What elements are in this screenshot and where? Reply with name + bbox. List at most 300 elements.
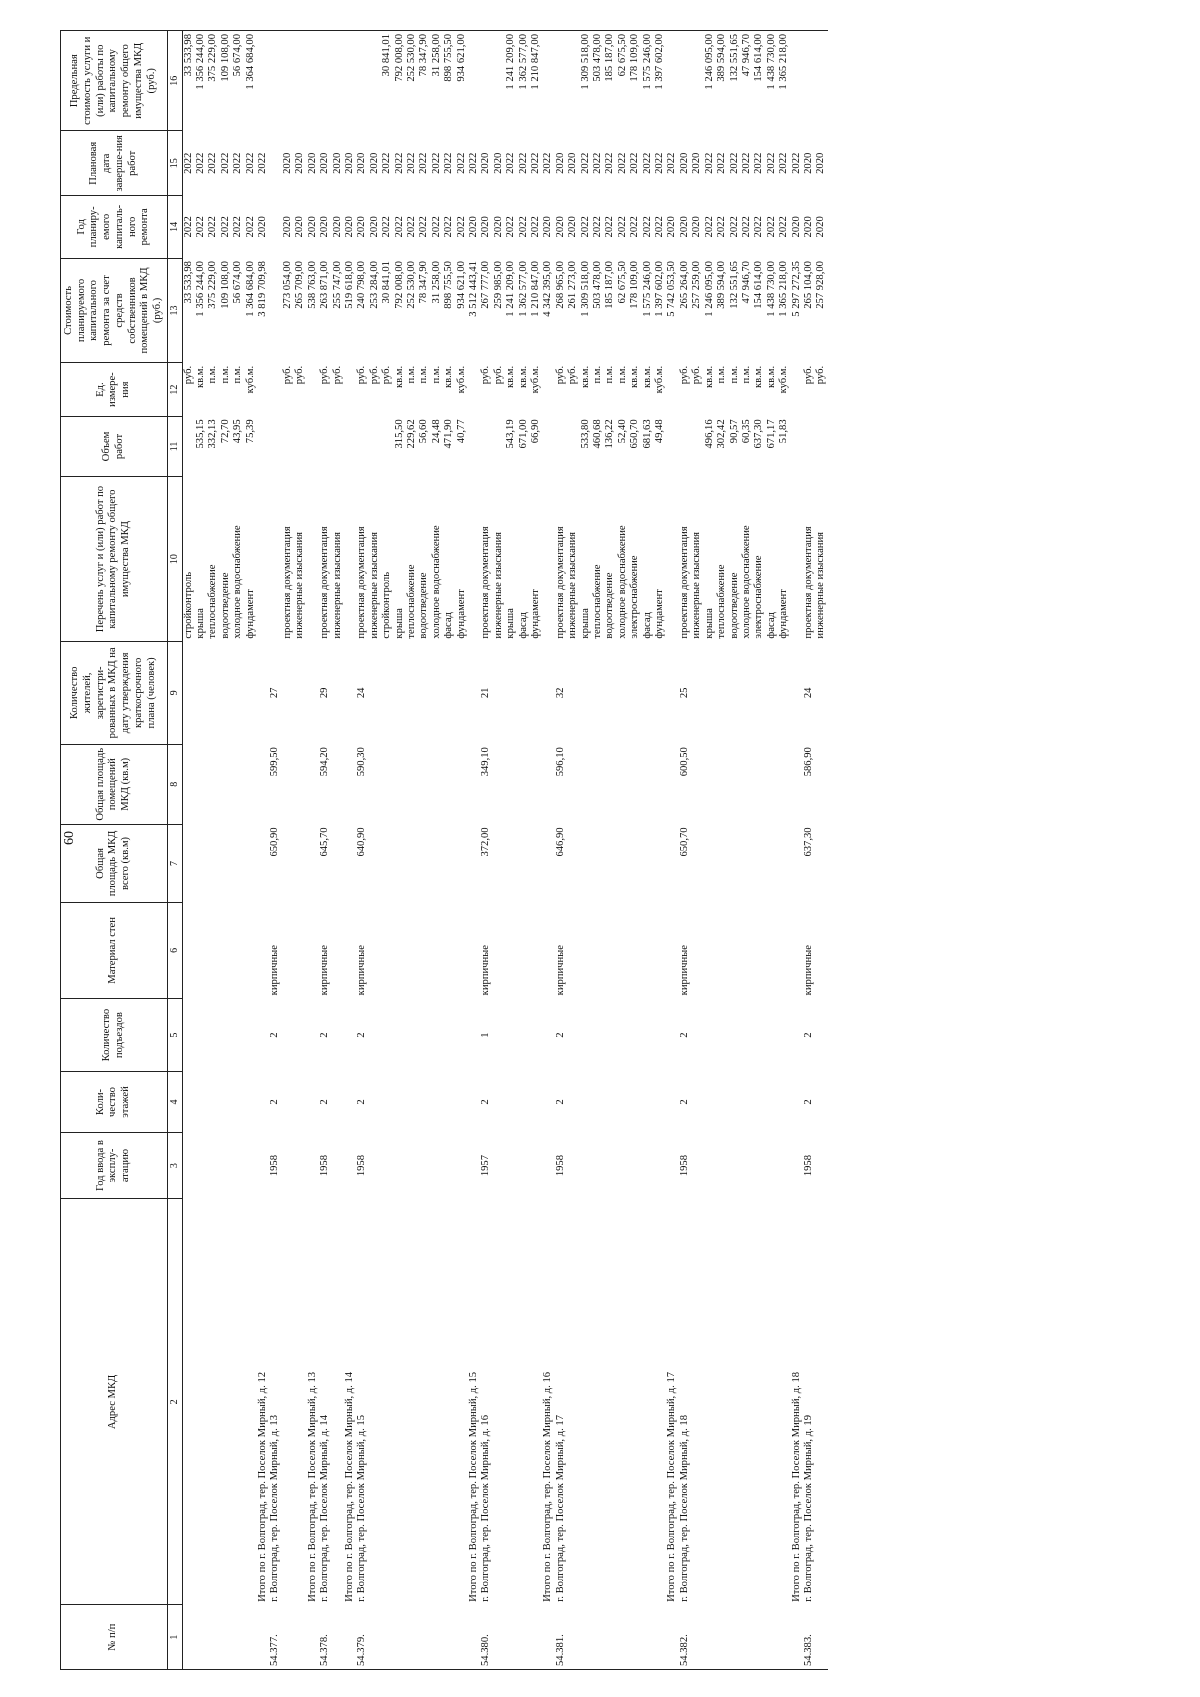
table-cell [232, 1199, 244, 1605]
table-row [580, 31, 592, 1670]
table-cell [666, 642, 678, 745]
table-cell: руб. [492, 365, 504, 385]
table-cell: 535,15 [195, 419, 207, 449]
table-cell [518, 824, 530, 902]
table-cell: 2020 [815, 152, 827, 174]
table-cell [580, 824, 592, 902]
table-cell: кирпичные [269, 945, 281, 996]
table-cell [729, 744, 741, 824]
table-cell [282, 1132, 294, 1199]
table-cell [530, 642, 542, 745]
table-cell: 2022 [195, 216, 207, 238]
table-cell [307, 1072, 319, 1132]
table-cell [666, 1605, 678, 1670]
table-cell [257, 902, 269, 998]
table-cell [182, 1072, 195, 1132]
table-cell [220, 642, 232, 745]
table-cell: инженерные изыскания [492, 531, 504, 639]
table-cell: 2020 [306, 152, 318, 174]
table-row [232, 31, 244, 1670]
table-cell: 54.377. [269, 1605, 281, 1670]
table-cell: 178 109,00 [629, 31, 641, 131]
table-cell [642, 1199, 654, 1605]
table-cell: 2020 [306, 216, 318, 238]
table-cell: инженерные изыскания [368, 531, 380, 639]
table-cell [542, 1132, 554, 1199]
table-cell [294, 1199, 306, 1605]
table-cell [381, 1132, 393, 1199]
table-cell: 2022 [443, 216, 455, 238]
table-row [282, 31, 294, 1670]
table-cell [791, 363, 803, 417]
table-cell [567, 824, 579, 902]
table-cell [480, 416, 492, 476]
table-cell: 1 397 602,00 [654, 261, 666, 317]
table-cell [282, 744, 294, 824]
table-cell: 240 798,00 [356, 261, 368, 309]
table-cell [468, 642, 480, 745]
table-row [319, 31, 331, 1670]
table-cell [282, 416, 294, 476]
table-cell: 637,30 [802, 827, 814, 857]
table-cell: 2022 [505, 216, 517, 238]
table-cell: 54.381. [555, 1605, 567, 1670]
table-cell: 1 [480, 1032, 492, 1038]
table-cell [344, 363, 356, 417]
table-row [729, 31, 741, 1670]
table-cell: 40,77 [455, 419, 467, 444]
table-cell: п.м. [430, 365, 442, 384]
table-cell [530, 998, 542, 1072]
table-cell [269, 363, 281, 417]
table-row [679, 31, 691, 1670]
table-cell: 24,48 [430, 419, 442, 444]
table-cell [642, 824, 654, 902]
table-cell [332, 1132, 344, 1199]
table-cell [468, 902, 480, 998]
table-cell: 4 342 395,00 [542, 261, 554, 317]
table-cell [418, 744, 430, 824]
table-cell [791, 744, 803, 824]
table-cell [654, 1072, 666, 1132]
table-cell: 1 241 209,00 [505, 261, 517, 317]
table-cell: 389 594,00 [716, 261, 728, 309]
table-cell: Итого по г. Волгоград, тер. Поселок Мирный, д. 18 [790, 1371, 802, 1602]
table-cell: 24 [356, 687, 368, 699]
table-cell [505, 1132, 517, 1199]
table-cell: 543,19 [505, 419, 517, 449]
table-cell: руб. [480, 365, 492, 385]
table-cell: 132 551,65 [729, 31, 741, 131]
table-cell: кирпичные [678, 945, 690, 996]
table-cell [245, 1199, 257, 1605]
table-cell: проектная документация [480, 526, 492, 639]
table-cell [642, 902, 654, 998]
table-cell: кв.м. [629, 365, 641, 389]
table-cell [344, 1072, 356, 1132]
table-cell: 533,80 [579, 419, 591, 449]
table-cell [406, 642, 418, 745]
table-cell [369, 1199, 381, 1605]
table-cell [332, 416, 344, 476]
table-cell [567, 744, 579, 824]
table-cell: 590,30 [356, 747, 368, 777]
column-header-4: Коли-чество этажей [61, 1072, 168, 1132]
table-cell: 1 397 602,00 [654, 31, 666, 131]
table-cell [604, 744, 616, 824]
table-cell [182, 902, 195, 998]
table-cell [666, 477, 678, 642]
table-cell: кв.м. [443, 365, 455, 389]
table-cell [778, 824, 790, 902]
table-cell [505, 902, 517, 998]
table-cell [542, 902, 554, 998]
table-cell [691, 998, 703, 1072]
table-cell: инженерные изыскания [294, 531, 306, 639]
table-cell [269, 196, 281, 258]
table-cell [443, 1199, 455, 1605]
table-row [332, 31, 344, 1670]
table-cell: 2022 [517, 152, 529, 174]
table-cell [592, 1132, 604, 1199]
table-row [753, 31, 765, 1670]
table-body [182, 31, 828, 1670]
table-row [691, 31, 703, 1670]
table-cell [530, 744, 542, 824]
table-cell [245, 744, 257, 824]
table-cell [443, 642, 455, 745]
column-number-5: 5 [167, 998, 182, 1072]
table-cell: 2020 [567, 152, 579, 174]
table-cell [182, 416, 195, 476]
table-cell: 1958 [678, 1154, 690, 1177]
table-cell [418, 1605, 430, 1670]
table-cell: Итого по г. Волгоград, тер. Поселок Мирный, д. 17 [666, 1371, 678, 1602]
table-cell [294, 31, 306, 131]
table-cell [592, 642, 604, 745]
table-cell [567, 642, 579, 745]
table-cell [704, 744, 716, 824]
table-cell: 792 008,00 [393, 261, 405, 309]
table-cell: 1958 [802, 1154, 814, 1177]
table-cell [505, 998, 517, 1072]
table-cell [456, 1605, 468, 1670]
table-row [629, 31, 641, 1670]
table-cell [257, 1605, 269, 1670]
column-number-2: 2 [167, 1199, 182, 1605]
table-cell: 2022 [654, 152, 666, 174]
table-cell: 154 614,00 [753, 261, 765, 309]
table-cell [493, 1072, 505, 1132]
table-cell [257, 31, 269, 131]
table-row [617, 31, 629, 1670]
table-cell: 2 [802, 1032, 814, 1038]
table-cell [294, 416, 306, 476]
table-cell: 47 946,70 [740, 261, 752, 304]
table-cell: холодное водоснабжение [232, 525, 244, 639]
table-cell [803, 416, 815, 476]
table-cell: 263 871,00 [319, 261, 331, 309]
table-cell: 503 478,00 [592, 31, 604, 131]
table-cell [394, 1199, 406, 1605]
table-cell [406, 1132, 418, 1199]
table-row [431, 31, 443, 1670]
table-cell: 2022 [753, 152, 765, 174]
table-cell [766, 1199, 778, 1605]
table-cell [431, 1199, 443, 1605]
table-cell [505, 1072, 517, 1132]
table-cell [307, 416, 319, 476]
table-cell: электроснабжение [629, 555, 641, 639]
table-cell [617, 1199, 629, 1605]
table-cell: кв.м. [505, 365, 517, 389]
table-cell: 2022 [616, 152, 628, 174]
table-cell [431, 902, 443, 998]
table-cell: 1 575 246,00 [641, 261, 653, 317]
table-cell: 2020 [678, 152, 690, 174]
table-row [803, 31, 815, 1670]
table-cell: 2022 [728, 216, 740, 238]
table-cell [307, 477, 319, 642]
table-cell: фундамент [244, 589, 256, 639]
column-number-8: 8 [167, 744, 182, 824]
table-cell [468, 744, 480, 824]
table-cell [691, 642, 703, 745]
table-cell: инженерные изыскания [815, 531, 827, 639]
table-cell [232, 998, 244, 1072]
table-cell [592, 902, 604, 998]
table-cell [542, 1605, 554, 1670]
table-cell [791, 1605, 803, 1670]
table-cell: проектная документация [319, 526, 331, 639]
table-cell [580, 998, 592, 1072]
table-cell: 2022 [207, 152, 219, 174]
table-cell [195, 998, 207, 1072]
table-cell [604, 1072, 616, 1132]
table-cell [766, 1072, 778, 1132]
table-cell: 1 362 577,00 [518, 31, 530, 131]
table-cell: 596,10 [554, 747, 566, 777]
table-cell: 372,00 [480, 827, 492, 857]
table-cell [666, 363, 678, 417]
table-cell: 2022 [629, 152, 641, 174]
table-cell [418, 902, 430, 998]
table-cell [282, 1199, 294, 1605]
table-cell: холодное водоснабжение [740, 525, 752, 639]
table-cell: 2022 [641, 152, 653, 174]
table-cell: проектная документация [678, 526, 690, 639]
table-cell [182, 998, 195, 1072]
table-row [778, 31, 790, 1670]
table-cell: 2022 [616, 216, 628, 238]
table-cell [269, 131, 281, 196]
table-header [61, 31, 183, 1670]
table-cell: водоотведение [219, 572, 231, 639]
table-cell [766, 1132, 778, 1199]
table-cell [654, 1199, 666, 1605]
table-cell: 586,90 [802, 747, 814, 777]
table-cell [282, 902, 294, 998]
table-cell: 2022 [778, 216, 790, 238]
table-cell [344, 998, 356, 1072]
table-cell: фасад [443, 612, 455, 639]
table-cell: 2022 [740, 152, 752, 174]
table-cell [344, 902, 356, 998]
table-cell [332, 824, 344, 902]
table-cell [629, 1132, 641, 1199]
table-cell: 2020 [567, 216, 579, 238]
table-cell [431, 998, 443, 1072]
table-cell: 265 264,00 [678, 261, 690, 309]
table-cell [691, 1605, 703, 1670]
column-header-15: Плановая дата заверше-ния работ [61, 131, 168, 196]
table-cell: 78 347,90 [418, 31, 430, 131]
table-cell [245, 1605, 257, 1670]
table-cell [505, 1605, 517, 1670]
table-cell [567, 1199, 579, 1605]
table-cell [443, 902, 455, 998]
table-cell [369, 1605, 381, 1670]
table-row [369, 31, 381, 1670]
table-cell: 2020 [331, 216, 343, 238]
table-cell [307, 998, 319, 1072]
table-cell: 2 [356, 1032, 368, 1038]
table-cell [207, 744, 219, 824]
table-cell: 252 530,00 [406, 31, 418, 131]
table-cell [493, 1132, 505, 1199]
table-cell [716, 998, 728, 1072]
table-cell: 2022 [393, 216, 405, 238]
table-cell [716, 1132, 728, 1199]
table-cell [505, 744, 517, 824]
table-cell: 2022 [418, 216, 430, 238]
table-cell: Итого по г. Волгоград, тер. Поселок Мирный, д. 12 [257, 1371, 269, 1602]
table-cell: 2022 [405, 216, 417, 238]
table-cell [741, 744, 753, 824]
table-cell [753, 998, 765, 1072]
table-cell: 2020 [467, 216, 479, 238]
table-cell [815, 1132, 827, 1199]
table-cell [555, 31, 567, 131]
table-cell [468, 31, 480, 131]
table-cell [369, 744, 381, 824]
table-cell [778, 744, 790, 824]
table-row [207, 31, 219, 1670]
table-cell: 650,70 [629, 419, 641, 449]
table-cell: 315,50 [393, 419, 405, 449]
table-cell: 2022 [740, 216, 752, 238]
table-cell [791, 1132, 803, 1199]
column-number-13: 13 [167, 258, 182, 363]
table-cell: руб. [554, 365, 566, 385]
table-cell: холодное водоснабжение [616, 525, 628, 639]
table-cell [567, 902, 579, 998]
table-row [480, 31, 492, 1670]
table-cell [220, 998, 232, 1072]
table-cell [220, 902, 232, 998]
table-cell [666, 902, 678, 998]
rotated-table-wrapper [60, 30, 1150, 1670]
table-cell: руб. [182, 365, 194, 385]
table-cell: 2022 [381, 216, 393, 238]
table-cell: 185 187,00 [604, 31, 616, 131]
table-cell: 2 [269, 1032, 281, 1038]
table-cell [332, 1072, 344, 1132]
table-cell [654, 902, 666, 998]
table-cell: 792 008,00 [394, 31, 406, 131]
table-cell [505, 1199, 517, 1605]
table-cell [394, 642, 406, 745]
table-cell [753, 744, 765, 824]
table-row [257, 31, 269, 1670]
table-cell: кирпичные [480, 945, 492, 996]
table-cell: 2020 [790, 216, 802, 238]
table-cell [195, 1199, 207, 1605]
table-cell: кв.м. [517, 365, 529, 389]
table-row [344, 31, 356, 1670]
table-cell: крыша [579, 608, 591, 639]
table-cell [629, 824, 641, 902]
table-cell [344, 31, 356, 131]
table-cell [431, 1132, 443, 1199]
table-cell: куб.м. [244, 365, 256, 394]
table-cell: 1 356 244,00 [195, 31, 207, 131]
table-cell: руб. [331, 365, 343, 385]
table-cell [518, 1132, 530, 1199]
table-row [666, 31, 678, 1670]
table-cell [567, 416, 579, 476]
table-cell: 43,95 [232, 419, 244, 444]
table-cell: 2022 [517, 216, 529, 238]
table-cell [406, 902, 418, 998]
table-cell: водоотведение [418, 572, 430, 639]
table-cell [406, 1199, 418, 1605]
table-cell [654, 642, 666, 745]
table-cell [394, 1072, 406, 1132]
table-cell [220, 824, 232, 902]
table-cell [468, 1072, 480, 1132]
table-cell: куб.м. [455, 365, 467, 394]
table-cell [592, 1199, 604, 1605]
table-cell [505, 642, 517, 745]
table-cell: кв.м. [579, 365, 591, 389]
table-cell [182, 1605, 195, 1670]
table-cell [493, 1199, 505, 1605]
table-cell: г. Волгоград, тер. Поселок Мирный, д. 18 [678, 1415, 690, 1602]
column-header-6: Материал стен [61, 902, 168, 998]
column-header-1: № п/п [61, 1605, 168, 1670]
table-cell [729, 998, 741, 1072]
table-cell [307, 824, 319, 902]
table-cell [766, 998, 778, 1072]
table-cell [220, 1199, 232, 1605]
table-cell [753, 1199, 765, 1605]
table-cell [269, 416, 281, 476]
table-cell [195, 1072, 207, 1132]
table-cell [542, 824, 554, 902]
table-cell [182, 744, 195, 824]
table-cell: 375 229,00 [207, 261, 219, 309]
table-cell: 1 438 730,00 [765, 261, 777, 317]
table-cell [418, 998, 430, 1072]
table-row [195, 31, 207, 1670]
table-cell [207, 824, 219, 902]
table-row [530, 31, 542, 1670]
table-cell [815, 824, 827, 902]
table-cell [406, 998, 418, 1072]
table-cell: 265 709,00 [294, 261, 306, 309]
table-row [604, 31, 616, 1670]
